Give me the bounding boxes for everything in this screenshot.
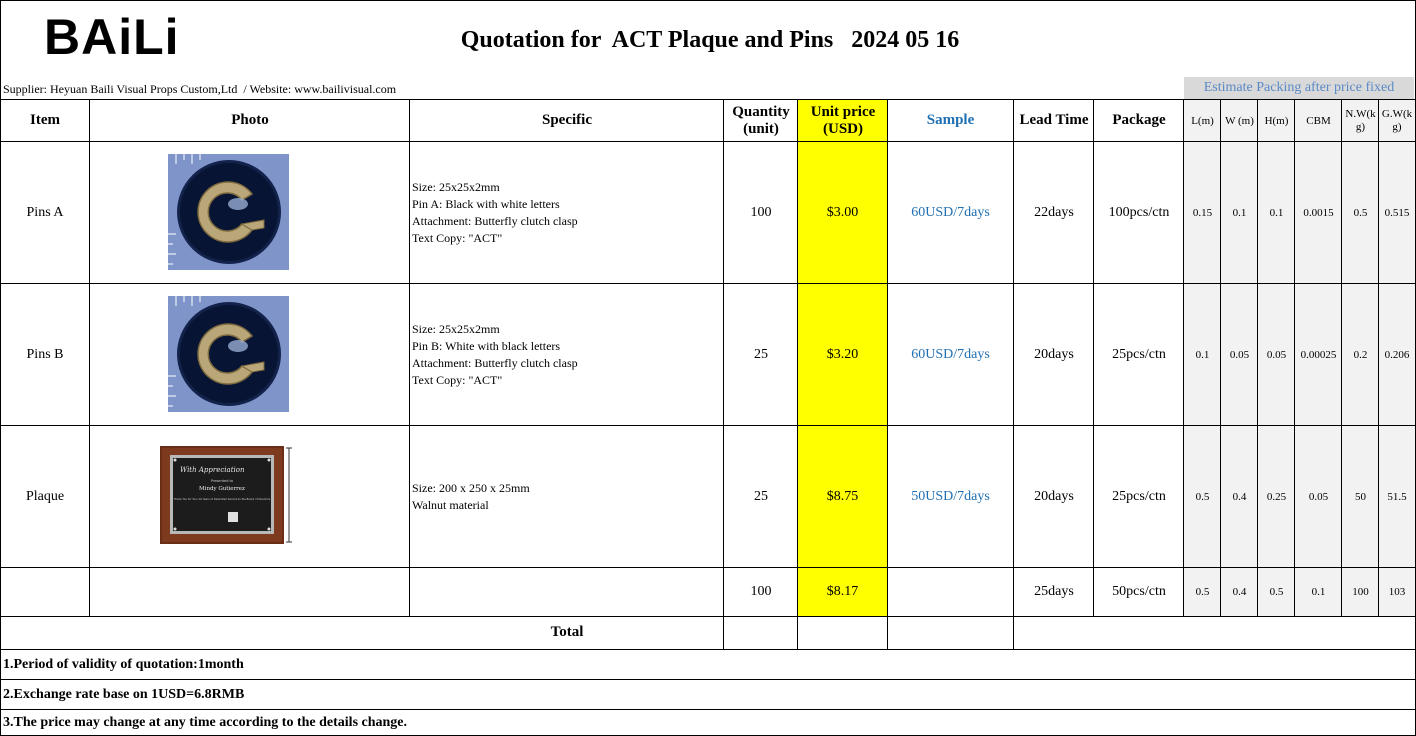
grid-line xyxy=(0,567,1416,568)
row4-gross-weight: 103 xyxy=(1388,585,1406,598)
row3-sample: 50USD/7days xyxy=(911,488,990,504)
row3-spec-line: Walnut material xyxy=(412,498,489,512)
page-title: Quotation for ACT Plaque and Pins 2024 05 16 xyxy=(460,27,960,53)
row1-quantity: 100 xyxy=(750,204,772,220)
grid-line xyxy=(797,99,798,650)
row1-cbm: 0.0015 xyxy=(1303,206,1334,219)
row3-net-weight: 50 xyxy=(1355,490,1366,503)
pin-a-image xyxy=(168,154,289,270)
row1-item: Pins A xyxy=(26,204,64,220)
row3-spec-line: Size: 200 x 250 x 25mm xyxy=(412,481,530,495)
col-header-item: Item xyxy=(30,112,60,129)
col-header-photo: Photo xyxy=(231,112,269,129)
col-header-specific: Specific xyxy=(542,112,592,129)
plaque-image xyxy=(158,442,294,548)
row4-cbm: 0.1 xyxy=(1311,585,1326,598)
row3-spec xyxy=(410,426,724,568)
row3-width: 0.4 xyxy=(1232,490,1247,503)
grid-line xyxy=(1378,99,1379,617)
row3-length: 0.5 xyxy=(1195,490,1210,503)
row3-cbm: 0.05 xyxy=(1308,490,1329,503)
grid-line xyxy=(723,99,724,650)
row4-height: 0.5 xyxy=(1269,585,1284,598)
note-validity: 1.Period of validity of quotation:1month xyxy=(3,657,244,672)
row2-height: 0.05 xyxy=(1266,348,1287,361)
row2-net-weight: 0.2 xyxy=(1353,348,1368,361)
row4-package: 50pcs/ctn xyxy=(1112,583,1166,599)
row3-package: 25pcs/ctn xyxy=(1112,488,1166,504)
row2-spec-line: Size: 25x25x2mm xyxy=(412,322,500,336)
grid-line xyxy=(1341,99,1342,617)
grid-line xyxy=(0,141,1416,142)
logo xyxy=(44,8,194,66)
row2-spec-line: Attachment: Butterfly clutch clasp xyxy=(412,356,578,370)
col-header-cbm: CBM xyxy=(1306,114,1331,127)
row4-width: 0.4 xyxy=(1232,585,1247,598)
row1-spec-line: Pin A: Black with white letters xyxy=(412,197,560,211)
grid-line xyxy=(1294,99,1295,617)
row4-length: 0.5 xyxy=(1195,585,1210,598)
col-header-sample: Sample xyxy=(926,112,975,129)
grid-line xyxy=(1220,99,1221,617)
row2-width: 0.05 xyxy=(1229,348,1250,361)
row1-net-weight: 0.5 xyxy=(1353,206,1368,219)
note-exchange-rate: 2.Exchange rate base on 1USD=6.8RMB xyxy=(3,687,245,702)
row1-spec-line: Size: 25x25x2mm xyxy=(412,180,500,194)
grid-line xyxy=(0,0,1,736)
col-header-package: Package xyxy=(1112,112,1166,129)
row4-quantity: 100 xyxy=(750,583,772,599)
grid-line xyxy=(0,425,1416,426)
row3-lead-time: 20days xyxy=(1034,488,1074,504)
row1-width: 0.1 xyxy=(1232,206,1247,219)
row1-sample: 60USD/7days xyxy=(911,204,990,220)
row3-gross-weight: 51.5 xyxy=(1387,490,1407,503)
estimate-packing-note: Estimate Packing after price fixed xyxy=(1184,77,1414,99)
col-header-width: W (m) xyxy=(1225,114,1254,127)
row2-spec-line: Pin B: White with black letters xyxy=(412,339,561,353)
row2-cbm: 0.00025 xyxy=(1300,348,1337,361)
pin-b-photo xyxy=(168,296,289,412)
row2-lead-time: 20days xyxy=(1034,346,1074,362)
row2-package: 25pcs/ctn xyxy=(1112,346,1166,362)
plaque-photo xyxy=(158,442,294,548)
supplier-info: Supplier: Heyuan Baili Visual Props Custom,Ltd / Website: www.bailivisual.com xyxy=(3,82,397,96)
plaque-line3: Mindy Gutierrez xyxy=(199,486,245,492)
grid-line xyxy=(1257,99,1258,617)
row1-unit-price: $3.00 xyxy=(826,204,859,220)
row2-unit-price: $3.20 xyxy=(826,346,859,362)
plaque-line2: Presented to xyxy=(210,479,234,483)
row1-spec-line: Text Copy: "ACT" xyxy=(412,231,503,245)
row2-quantity: 25 xyxy=(754,346,768,362)
grid-line xyxy=(0,0,1416,1)
row3-quantity: 25 xyxy=(754,488,768,504)
total-label: Total xyxy=(550,624,584,641)
grid-line xyxy=(0,283,1416,284)
row4-net-weight: 100 xyxy=(1352,585,1369,598)
row2-item: Pins B xyxy=(26,346,64,362)
col-header-quantity: Quantity (unit) xyxy=(732,103,790,137)
row3-item: Plaque xyxy=(25,488,65,504)
grid-line xyxy=(1183,99,1184,617)
pin-a-photo xyxy=(168,154,289,270)
grid-line xyxy=(409,99,410,617)
col-header-height: H(m) xyxy=(1264,114,1289,127)
grid-line xyxy=(0,709,1416,710)
row1-height: 0.1 xyxy=(1269,206,1284,219)
plaque-line4: Thank You for Your 10 Years of Dedicated Service to the Board of Directors xyxy=(173,498,271,501)
grid-line xyxy=(0,649,1416,650)
row1-gross-weight: 0.515 xyxy=(1384,206,1410,219)
grid-line xyxy=(0,99,1416,100)
row2-gross-weight: 0.206 xyxy=(1384,348,1410,361)
plaque-line1: With Appreciation xyxy=(180,466,245,474)
row2-length: 0.1 xyxy=(1195,348,1210,361)
col-header-lead-time: Lead Time xyxy=(1019,112,1089,129)
row2-spec xyxy=(410,284,724,426)
grid-line xyxy=(0,616,1416,617)
row4-unit-price: $8.17 xyxy=(826,583,859,599)
grid-line xyxy=(887,99,888,650)
grid-line xyxy=(1093,99,1094,617)
pin-b-image xyxy=(168,296,289,412)
col-header-unit-price: Unit price (USD) xyxy=(810,103,876,137)
row1-spec-line: Attachment: Butterfly clutch clasp xyxy=(412,214,578,228)
grid-line xyxy=(0,679,1416,680)
grid-line xyxy=(89,99,90,617)
row3-unit-price: $8.75 xyxy=(826,488,859,504)
col-header-length: L(m) xyxy=(1191,114,1214,127)
row3-height: 0.25 xyxy=(1266,490,1287,503)
row1-spec xyxy=(410,142,724,284)
row2-sample: 60USD/7days xyxy=(911,346,990,362)
row4-lead-time: 25days xyxy=(1034,583,1074,599)
row1-length: 0.15 xyxy=(1192,206,1213,219)
note-price-change: 3.The price may change at any time according to the details change. xyxy=(3,715,408,730)
logo-text: BAiLi xyxy=(44,9,180,65)
row1-lead-time: 22days xyxy=(1034,204,1074,220)
col-header-net-weight: N.W(kg) xyxy=(1345,108,1376,133)
grid-line xyxy=(1013,99,1014,650)
row2-spec-line: Text Copy: "ACT" xyxy=(412,373,503,387)
row1-package: 100pcs/ctn xyxy=(1108,204,1170,220)
col-header-gross-weight: G.W(kg) xyxy=(1381,108,1413,133)
